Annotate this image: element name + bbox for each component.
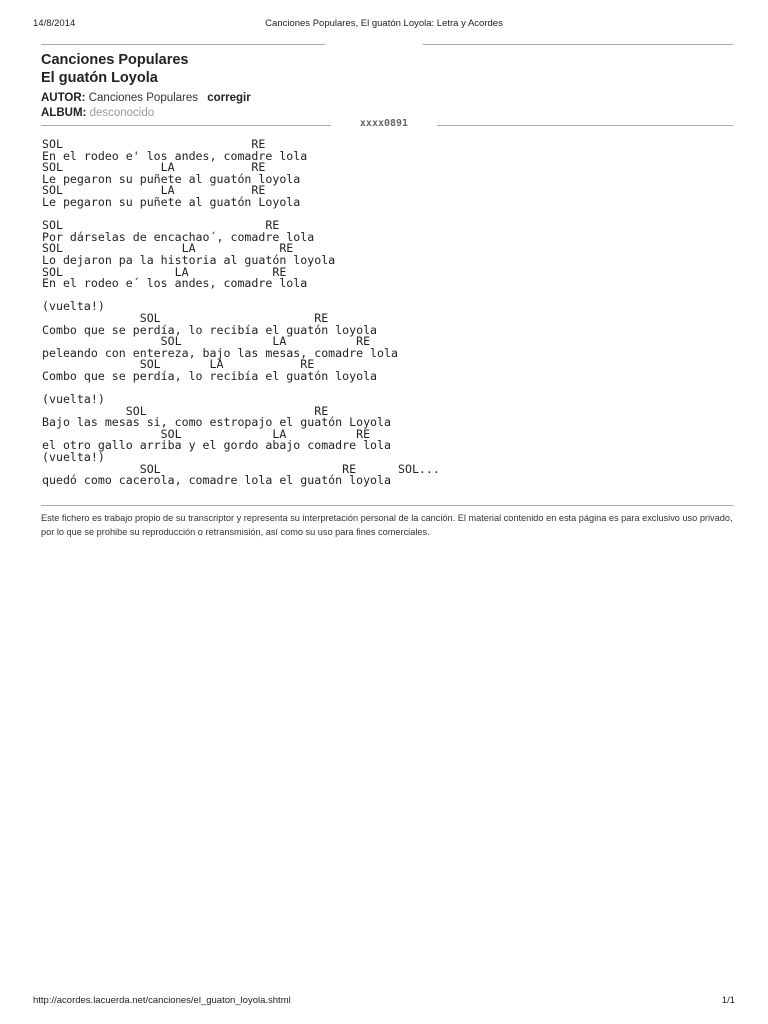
artist-name[interactable]: Canciones Populares — [41, 52, 189, 68]
edit-link[interactable]: corregir — [207, 92, 251, 104]
print-page-title: Canciones Populares, El guatón Loyola: Letra y Acordes — [265, 18, 503, 29]
copyright-note: Este fichero es trabajo propio de su transcriptor y representa su interpretación personal de la canción. El material contenido en esta página es para exclusivo uso privado, por lo que se prohibe su reproducción o retransmisión, así como su uso para fines comerciales. — [41, 513, 733, 537]
song-header — [41, 51, 733, 120]
print-header — [33, 18, 735, 32]
song-title: El guatón Loyola — [41, 70, 158, 86]
album-label: ALBUM: — [41, 106, 87, 119]
author-row — [41, 91, 733, 106]
album-value: desconocido — [89, 106, 155, 119]
song-lyrics-chords: SOL RE En el rodeo e' los andes, comadre lola SOL LA RE Le pegaron su puñete al guatón loyola SOL LA RE Le pegaron su puñete al guatón Loyola SOL RE Por dárselas de encachao´, comadre lola SOL LA RE Lo dejaron pa la historia al guatón loyola SOL LA RE En el rodeo e´ los andes, comadre lola (vuelta!) SOL RE Combo que se perdía, lo recibía el guatón loyola SOL LA RE peleando con entereza, bajo las mesas, comadre lola SOL LA RE Combo que se perdía, lo recibía el guatón loyola (vuelta!) SOL RE Bajo las mesas si, como estropajo el guatón Loyola SOL LA RE el otro gallo arriba y el gordo abajo comadre lola (vuelta!) SOL RE SOL... quedó como cacerola, comadre lola el guatón loyola — [42, 137, 440, 488]
page-number: 1/1 — [721, 995, 735, 1006]
divider-line-right — [437, 125, 733, 126]
divider-line-left — [41, 125, 331, 126]
song-meta — [41, 91, 733, 120]
print-date: 14/8/2014 — [33, 18, 76, 29]
bottom-divider — [41, 505, 733, 506]
transcriber-name[interactable]: xxxx0891 — [359, 118, 409, 129]
top-divider — [41, 44, 733, 45]
transcriber-divider — [41, 118, 733, 129]
author-label: AUTOR: — [41, 92, 86, 104]
print-footer — [33, 995, 735, 1009]
author-value[interactable]: Canciones Populares — [88, 92, 199, 104]
page-url: http://acordes.lacuerda.net/canciones/el_guaton_loyola.shtml — [33, 995, 291, 1006]
